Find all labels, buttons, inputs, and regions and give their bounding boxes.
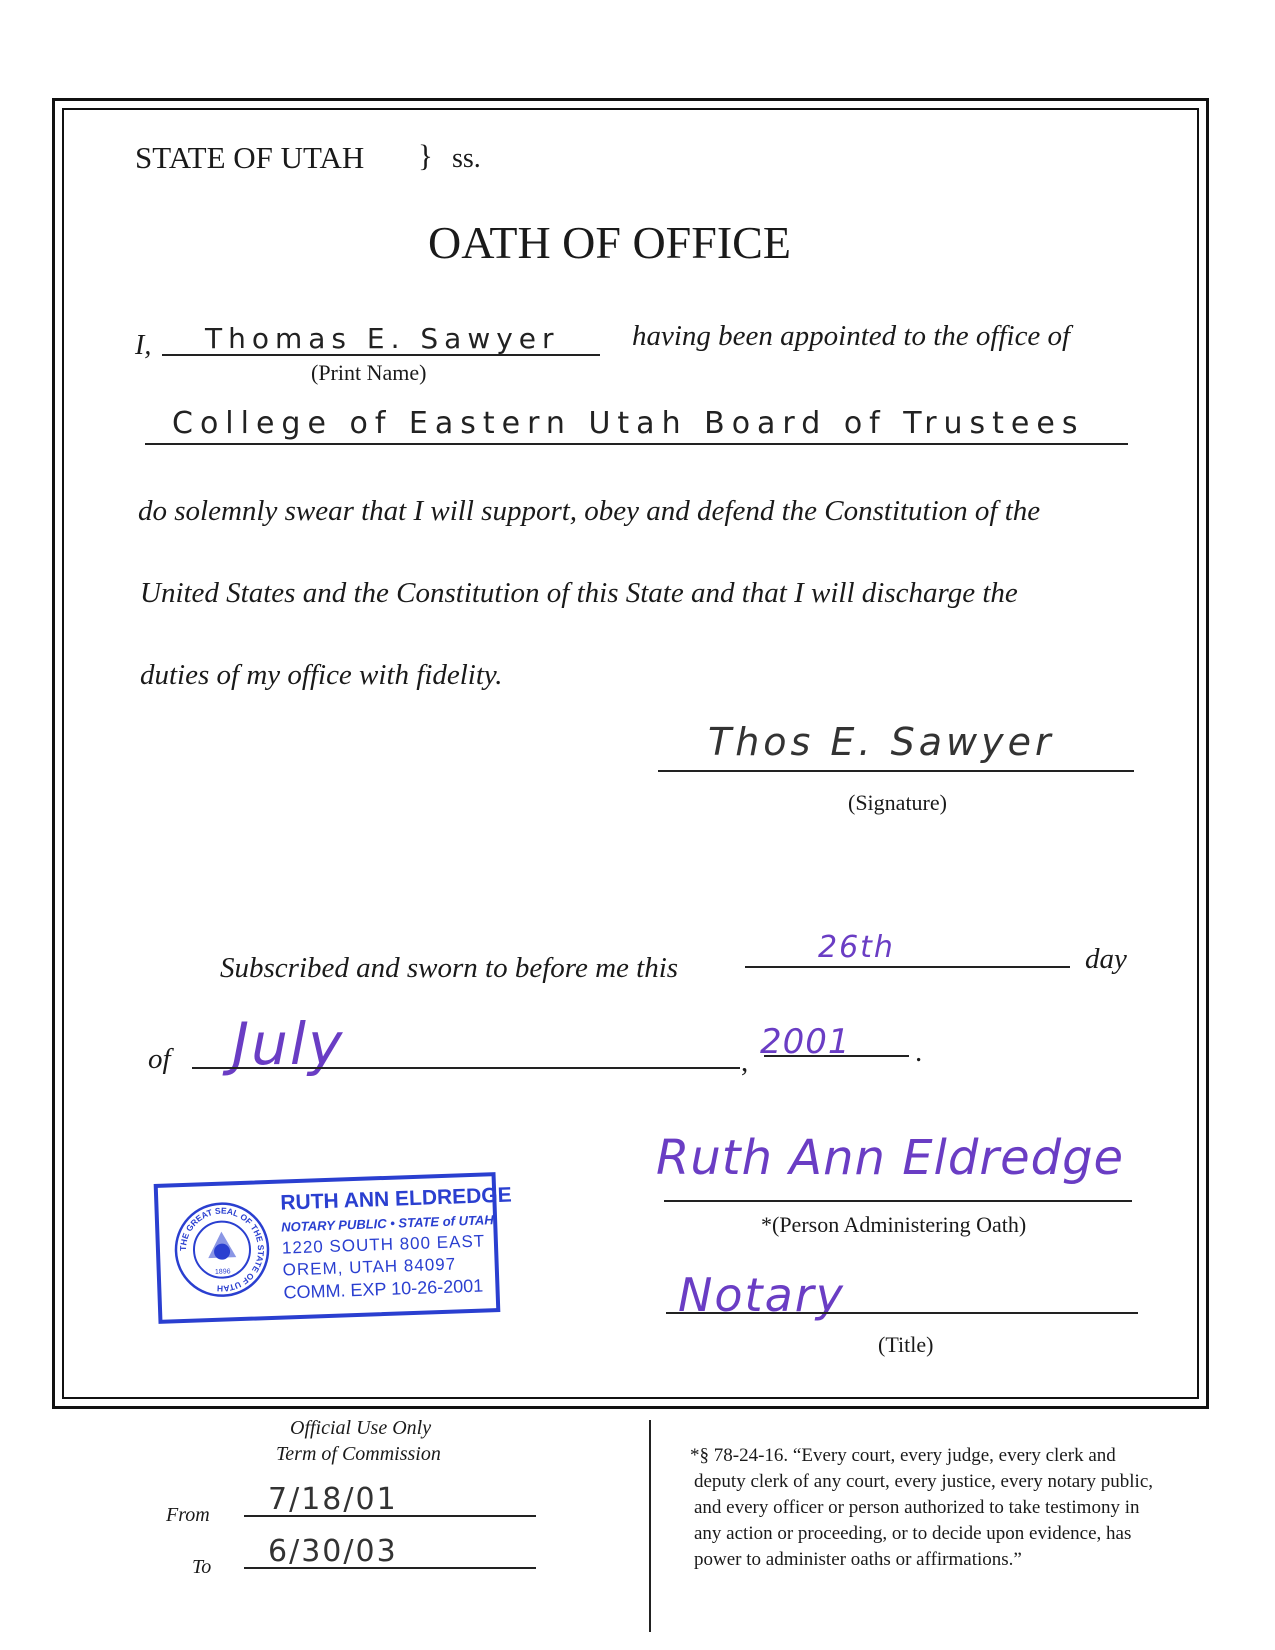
- year-underline: [764, 1055, 909, 1057]
- from-handwritten: 7/18/01: [268, 1482, 398, 1517]
- state-seal-icon: [172, 1200, 271, 1299]
- ss-label: ss.: [452, 143, 481, 174]
- footnote-line3: and every officer or person authorized to take testimony in: [694, 1497, 1140, 1518]
- oath-body-line3: duties of my office with fidelity.: [140, 659, 503, 691]
- signature-underline: [658, 770, 1134, 772]
- day-underline: [745, 966, 1070, 968]
- to-underline: [244, 1567, 536, 1569]
- signature-handwritten: Thos E. Sawyer: [708, 720, 1055, 764]
- period: .: [915, 1036, 923, 1068]
- stamp-expiry: COMM. EXP 10-26-2001: [283, 1275, 484, 1303]
- comma: ,: [741, 1046, 749, 1078]
- footnote-line1: *§ 78-24-16. “Every court, every judge, every clerk and: [690, 1445, 1116, 1466]
- to-handwritten: 6/30/03: [268, 1534, 398, 1569]
- appointed-text: having been appointed to the office of: [632, 320, 1071, 352]
- office-handwritten: College of Eastern Utah Board of Trustees: [172, 406, 1085, 441]
- seal-year: 1896: [214, 1268, 231, 1276]
- day-handwritten: 26th: [818, 930, 895, 965]
- brace: }: [418, 138, 433, 173]
- stamp-address1: 1220 SOUTH 800 EAST: [281, 1231, 486, 1258]
- year-handwritten: 2001: [760, 1022, 851, 1062]
- pronoun-i: I,: [135, 330, 152, 361]
- of-label: of: [148, 1043, 171, 1075]
- notary-stamp: [154, 1172, 513, 1324]
- oath-body-line1: do solemnly swear that I will support, obey and defend the Constitution of the: [138, 495, 1041, 527]
- state-heading: STATE OF UTAH: [135, 140, 365, 175]
- to-label: To: [192, 1556, 212, 1578]
- name-underline: [162, 354, 600, 356]
- page-title: OATH OF OFFICE: [428, 217, 791, 268]
- administrator-signature: Ruth Ann Eldredge: [656, 1130, 1125, 1186]
- footer-divider: [649, 1420, 651, 1632]
- month-handwritten: July: [232, 1010, 345, 1078]
- name-handwritten: Thomas E. Sawyer: [205, 322, 560, 355]
- day-label: day: [1085, 943, 1127, 975]
- month-underline: [192, 1067, 740, 1069]
- footnote-line4: any action or proceeding, or to decide upon evidence, has: [694, 1523, 1132, 1544]
- official-use-heading: Official Use Only: [290, 1417, 432, 1439]
- title-handwritten: Notary: [678, 1268, 845, 1322]
- footnote-line2: deputy clerk of any court, every justice, every notary public,: [694, 1471, 1153, 1492]
- title-underline: [666, 1312, 1138, 1314]
- from-label: From: [166, 1504, 210, 1526]
- print-name-caption: (Print Name): [311, 360, 427, 385]
- title-caption: (Title): [878, 1332, 934, 1357]
- administrator-caption: *(Person Administering Oath): [761, 1212, 1027, 1237]
- stamp-address2: OREM, UTAH 84097: [282, 1254, 457, 1280]
- stamp-name: RUTH ANN ELDREDGE: [280, 1183, 513, 1215]
- stamp-role: NOTARY PUBLIC • STATE of UTAH: [280, 1212, 494, 1235]
- footnote-line5: power to administer oaths or affirmations.”: [694, 1549, 1022, 1570]
- oath-body-line2: United States and the Constitution of this State and that I will discharge the: [140, 577, 1018, 609]
- seal-ring-text: THE GREAT SEAL OF THE STATE OF UTAH: [177, 1205, 267, 1294]
- signature-caption: (Signature): [848, 790, 947, 815]
- term-of-commission-heading: Term of Commission: [276, 1443, 441, 1465]
- administrator-underline: [664, 1200, 1132, 1202]
- office-underline: [145, 443, 1128, 445]
- from-underline: [244, 1515, 536, 1517]
- subscribed-text: Subscribed and sworn to before me this: [220, 952, 679, 984]
